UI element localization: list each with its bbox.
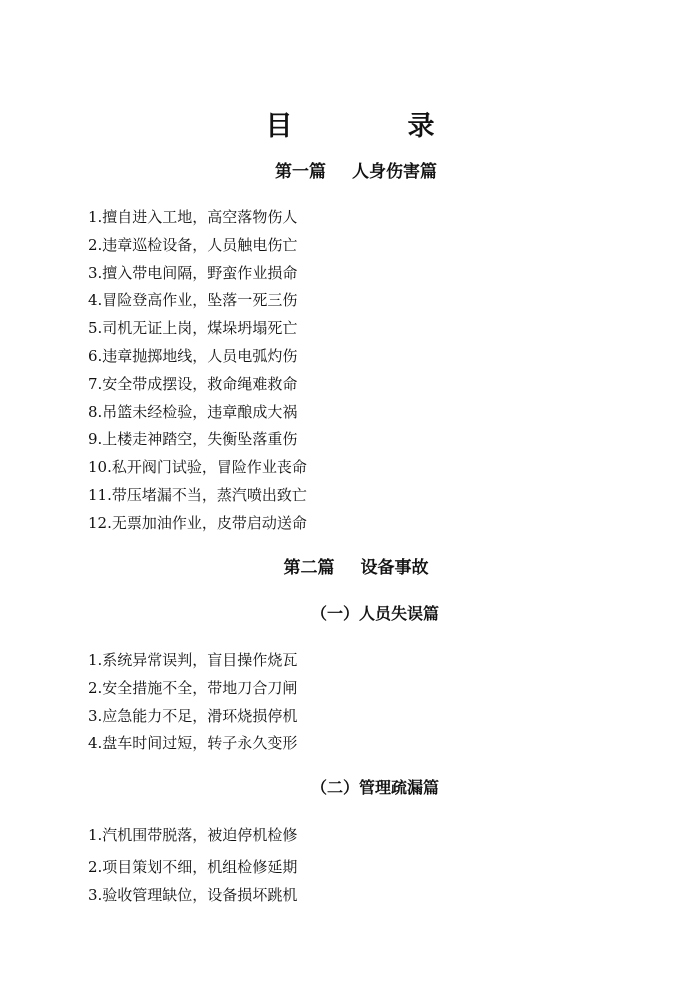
toc-item[interactable]: 9.上楼走神踏空，失衡坠落重伤 bbox=[88, 430, 298, 449]
toc-item[interactable]: 3.应急能力不足，滑环烧损停机 bbox=[88, 706, 298, 725]
toc-item[interactable]: 1.系统异常误判，盲目操作烧瓦 bbox=[88, 651, 298, 669]
toc-item[interactable]: 8.吊篮未经检验，违章酿成大祸 bbox=[88, 402, 298, 421]
toc-item[interactable]: 2.项目策划不细，机组检修延期 bbox=[88, 858, 298, 876]
part1-heading-prefix: 第一篇 bbox=[275, 162, 326, 182]
toc-item[interactable]: 1.汽机围带脱落，被迫停机检修 bbox=[88, 826, 298, 844]
page-title: 目 录 bbox=[265, 111, 479, 142]
part2-section2-list bbox=[88, 820, 297, 910]
part1-heading-name: 人身伤害篇 bbox=[352, 162, 437, 182]
part1-list bbox=[88, 204, 307, 538]
toc-item[interactable]: 12.无票加油作业，皮带启动送命 bbox=[88, 513, 307, 532]
toc-item[interactable]: 5.司机无证上岗，煤垛坍塌死亡 bbox=[88, 319, 298, 338]
toc-item[interactable]: 1.擅自进入工地，高空落物伤人 bbox=[88, 208, 298, 226]
part2-section1-heading: （一）人员失误篇 bbox=[310, 604, 439, 623]
part2-heading bbox=[0, 556, 700, 580]
toc-item[interactable]: 2.安全措施不全，带地刀合刀闸 bbox=[88, 678, 298, 697]
toc-item[interactable]: 4.盘车时间过短，转子永久变形 bbox=[88, 734, 298, 753]
part2-section2-heading: （二）管理疏漏篇 bbox=[310, 778, 439, 797]
part2-heading-name: 设备事故 bbox=[360, 558, 429, 578]
part2-heading-prefix: 第二篇 bbox=[283, 558, 335, 578]
part2-section1-list bbox=[88, 647, 297, 758]
toc-item[interactable]: 6.违章抛掷地线，人员电弧灼伤 bbox=[88, 346, 298, 365]
toc-item[interactable]: 10.私开阀门试验，冒险作业丧命 bbox=[88, 458, 307, 477]
toc-item[interactable]: 7.安全带成摆设，救命绳难救命 bbox=[88, 374, 298, 393]
toc-item[interactable]: 3.擅入带电间隔，野蛮作业损命 bbox=[88, 263, 298, 282]
part1-heading bbox=[0, 160, 700, 184]
toc-item[interactable]: 4.冒险登高作业，坠落一死三伤 bbox=[88, 291, 298, 310]
toc-item[interactable]: 3.验收管理缺位，设备损坏跳机 bbox=[88, 885, 298, 904]
toc-item[interactable]: 2.违章巡检设备，人员触电伤亡 bbox=[88, 235, 298, 254]
toc-item[interactable]: 11.带压堵漏不当，蒸汽喷出致亡 bbox=[88, 485, 307, 504]
